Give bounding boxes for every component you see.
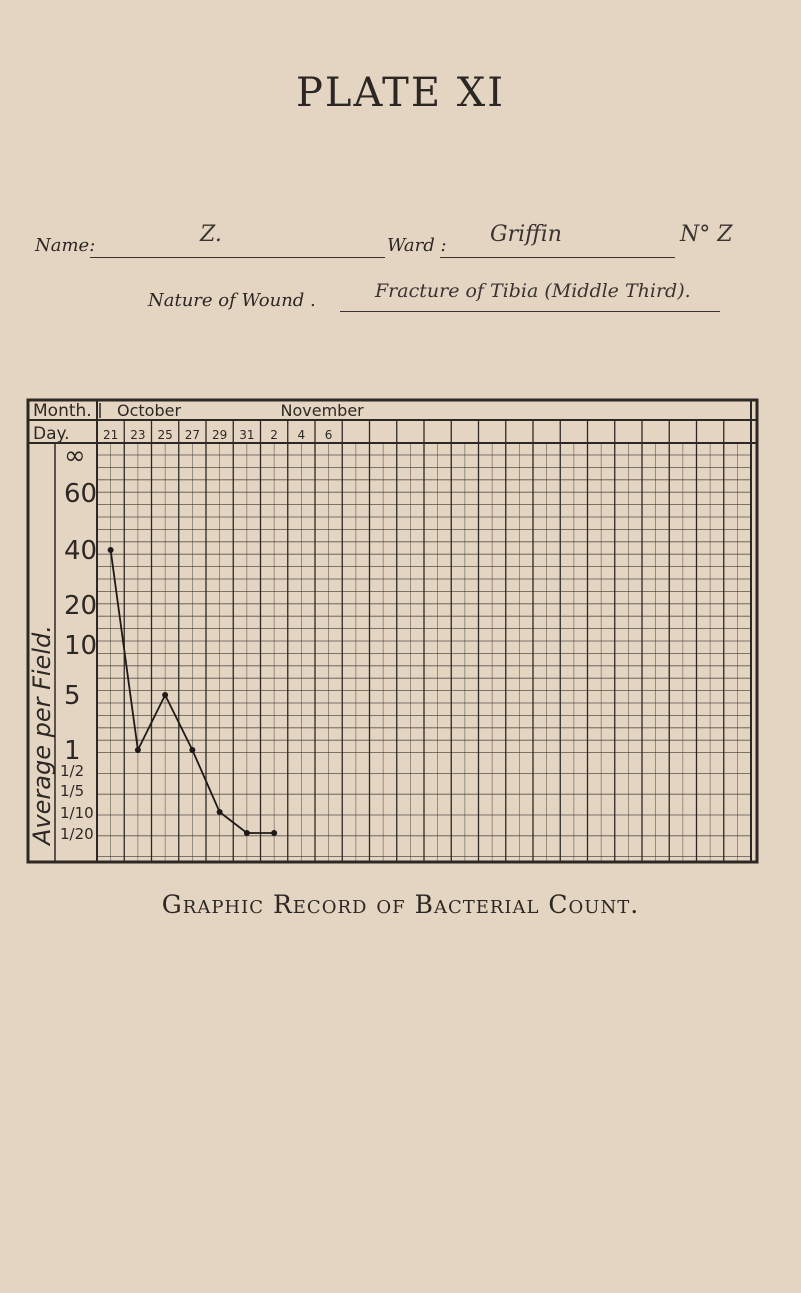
day-tick-label: 2	[270, 428, 278, 442]
ward-value: Griffin	[490, 222, 562, 247]
day-tick-label: 23	[130, 428, 146, 442]
y-tick-label: 20	[64, 591, 98, 621]
data-point	[108, 547, 114, 553]
chart-frame	[28, 400, 757, 862]
name-value: Z.	[200, 222, 222, 247]
data-point	[217, 809, 223, 815]
day-tick-label: 21	[102, 428, 119, 442]
plate-title: PLATE XI	[295, 70, 506, 116]
y-tick-label: 60	[64, 479, 98, 509]
month-row-label: Month.	[33, 401, 92, 421]
name-label: Name:	[35, 235, 96, 256]
y-tick-label: 1/20	[60, 825, 94, 843]
wound-value: Fracture of Tibia (Middle Third).	[375, 280, 691, 302]
data-point	[189, 747, 195, 753]
y-tick-label: 1/10	[60, 804, 94, 822]
y-tick-label: ∞	[64, 441, 86, 471]
data-point	[135, 747, 141, 753]
chart-caption: Graphic Record of Bacterial Count.	[161, 890, 640, 919]
data-point	[244, 830, 250, 836]
data-point	[162, 692, 168, 698]
day-tick-label: 25	[157, 428, 173, 442]
day-tick-label: 31	[239, 428, 255, 442]
day-tick-label: 4	[297, 428, 306, 442]
y-tick-label: 10	[64, 631, 98, 661]
data-point	[271, 830, 277, 836]
y-tick-label: 1/5	[60, 782, 85, 800]
month-label: November	[280, 401, 364, 420]
y-tick-label: 40	[64, 536, 98, 566]
ward-label: Ward :	[387, 235, 447, 256]
day-row-label: Day.	[33, 424, 70, 444]
wound-label: Nature of Wound .	[148, 290, 316, 311]
day-tick-label: 29	[211, 428, 228, 442]
y-tick-label: 1/2	[60, 762, 85, 780]
bed-value: N° Z	[680, 222, 733, 247]
y-tick-label: 5	[64, 681, 81, 711]
day-tick-label: 6	[324, 428, 333, 442]
month-label: October	[117, 401, 182, 420]
y-axis-label: Average per Field.	[28, 625, 56, 845]
day-tick-label: 27	[184, 428, 201, 442]
y-tick-label: 1	[64, 736, 81, 766]
